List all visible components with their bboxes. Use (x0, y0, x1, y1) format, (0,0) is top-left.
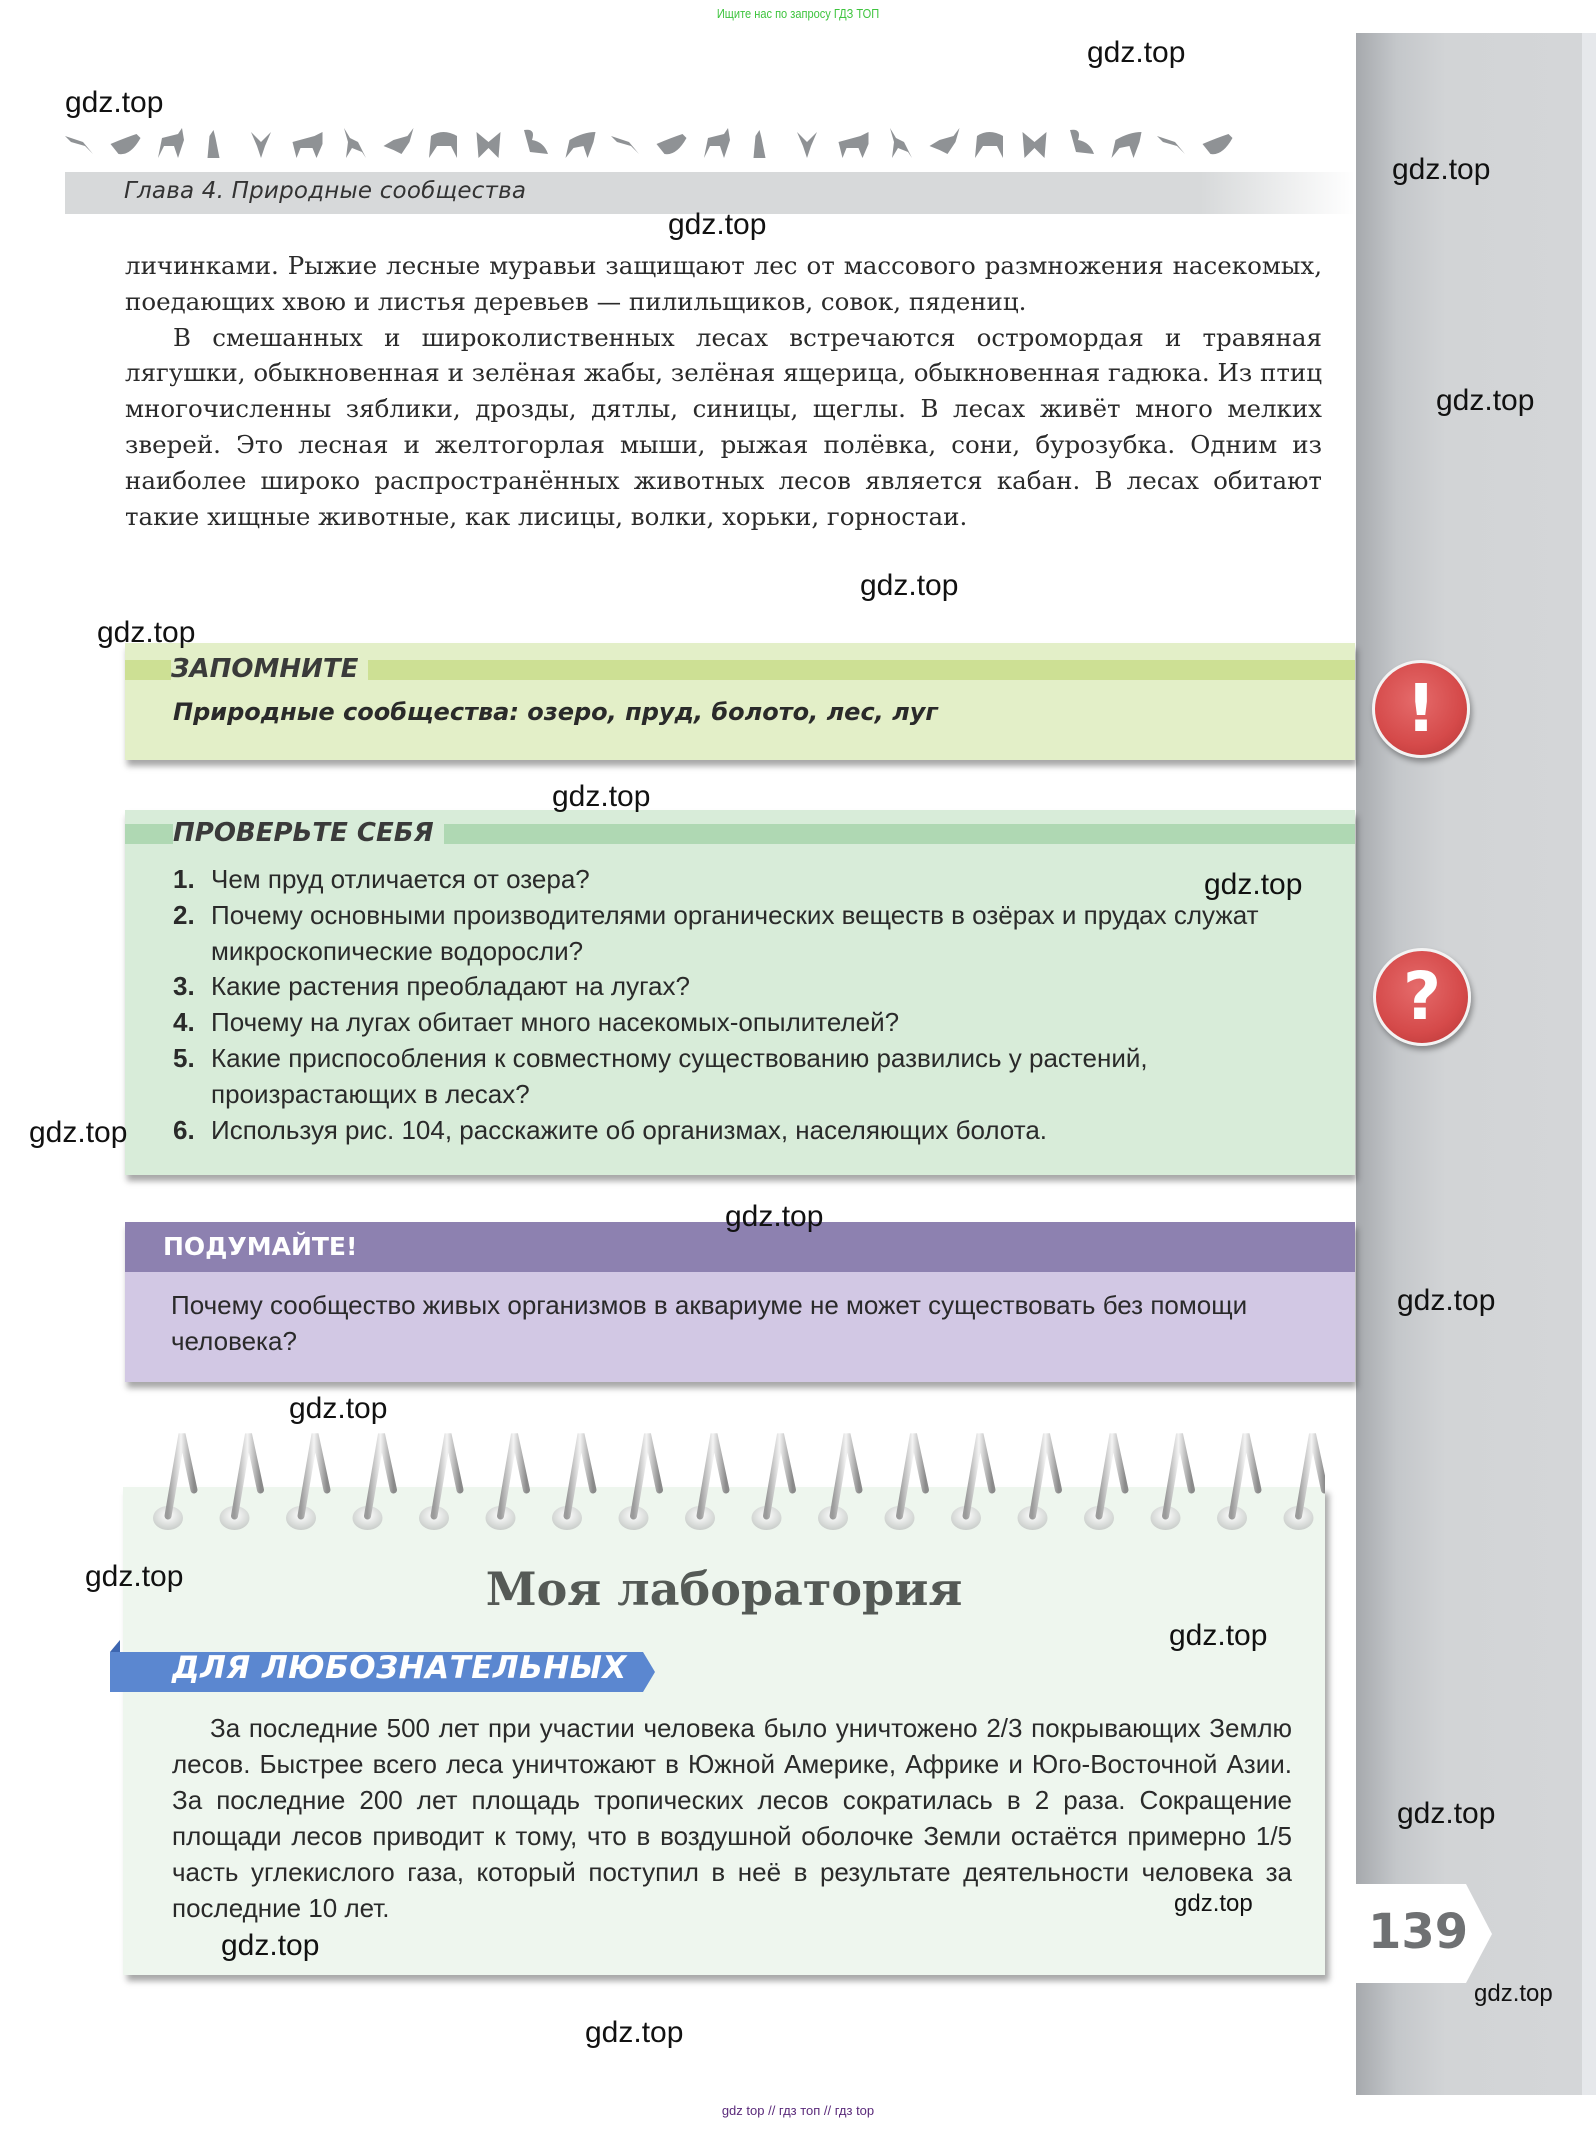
watermark: gdz.top (97, 616, 196, 649)
watermark: gdz.top (29, 1116, 128, 1149)
check-yourself-title: ПРОВЕРЬТЕ СЕБЯ (173, 818, 444, 848)
watermark: gdz.top (1087, 36, 1186, 69)
watermark: gdz.top (289, 1392, 388, 1425)
question-item (173, 1041, 1323, 1113)
watermark: gdz.top (552, 780, 651, 813)
think-text: Почему сообщество живых организмов в аквариуме не может существовать без помощи человека? (171, 1290, 1248, 1356)
question-item (173, 1113, 1323, 1149)
watermark: gdz.top (725, 1200, 824, 1233)
check-yourself-box (125, 810, 1355, 1175)
question-item (173, 862, 1323, 898)
page-number: 139 (1368, 1904, 1469, 1960)
lab-paragraph: За последние 500 лет при участии человека было уничтожено 2/3 покрывающих Землю лесов. Быстрее всего леса уничтожают в Южной Америке, Африке и Юго-Восточной Азии. За последние 200 лет площадь тропических лесов сократилась в 2 раза. Сокращение площади лесов приводит к тому, что в воздушной оболочке Земли остаётся примерно 1/5 часть углекислого газа, который поступил в неё в результате деятельности человека за последние 10 лет. (172, 1713, 1292, 1923)
question-number: 1. (173, 864, 195, 894)
watermark: gdz.top (860, 569, 959, 602)
question-item (173, 1005, 1323, 1041)
question-text: Какие растения преобладают на лугах? (211, 971, 690, 1002)
animal-silhouettes-strip (65, 126, 1255, 160)
remember-box (125, 643, 1355, 760)
footer-links: gdz top // гдз топ // гдз top (721, 2103, 875, 2118)
ribbon-title: ДЛЯ ЛЮБОЗНАТЕЛЬНЫХ (172, 1650, 627, 1686)
watermark: gdz.top (585, 2016, 684, 2049)
watermark: gdz.top (1474, 1980, 1553, 2007)
spiral-binding-icon (150, 1430, 1325, 1540)
watermark: gdz.top (1397, 1284, 1496, 1317)
question-text: Почему основными производителями органических веществ в озёрах и прудах служат микроскопические водоросли? (211, 899, 1259, 966)
remember-text: Природные сообщества: озеро, пруд, болото, лес, луг (173, 698, 938, 726)
watermark: gdz.top (1392, 153, 1491, 186)
body-paragraph: личинками. Рыжие лесные муравьи защищают лес от массового размножения насекомых, поедающих хвою и листья деревьев — пилильщиков, совок, пядениц. (125, 251, 1322, 316)
question-number: 6. (173, 1114, 195, 1145)
think-box (125, 1222, 1355, 1382)
page-edge (1582, 33, 1596, 2095)
top-search-note: Ищите нас по запросу ГДЗ ТОП (716, 6, 880, 21)
watermark: gdz.top (221, 1929, 320, 1962)
question-item (173, 898, 1323, 970)
lab-title: Моя лаборатория (485, 1562, 963, 1616)
body-text (125, 248, 1322, 534)
watermark: gdz.top (1436, 384, 1535, 417)
question-text: Какие приспособления к совместному существованию развились у растений, произрастающих в лесах? (211, 1042, 1148, 1109)
question-text: Почему на лугах обитает много насекомых-опылителей? (211, 1007, 900, 1038)
lab-text (172, 1710, 1292, 1926)
think-title: ПОДУМАЙТЕ! (163, 1232, 358, 1261)
watermark: gdz.top (1204, 868, 1303, 901)
watermark: gdz.top (1174, 1890, 1253, 1917)
question-item (173, 969, 1323, 1005)
watermark: gdz.top (668, 208, 767, 241)
question-text: Чем пруд отличается от озера? (211, 864, 590, 894)
chapter-title: Глава 4. Природные сообщества (124, 178, 527, 204)
question-number: 3. (173, 971, 195, 1002)
remember-title: ЗАПОМНИТЕ (171, 654, 368, 684)
question-number: 4. (173, 1007, 195, 1038)
question-icon: ? (1373, 948, 1471, 1046)
question-list (173, 862, 1323, 1148)
watermark: gdz.top (65, 86, 164, 119)
body-paragraph: В смешанных и широколиственных лесах встречаются остромордая и травяная лягушки, обыкновенная и зелёная жабы, зелёная ящерица, обыкновенная гадюка. Из птиц многочисленны зяблики, дрозды, дятлы, синицы, щеглы. В лесах живёт много мелких зверей. Это лесная и желтогорлая мыши, рыжая полёвка, сони, бурозубка. Одним из наиболее широко распространённых животных лесов является кабан. В лесах обитают такие хищные животные, как лисицы, волки, хорьки, горностаи. (125, 322, 1322, 531)
question-text: Используя рис. 104, расскажите об организмах, населяющих болота. (211, 1114, 1047, 1145)
watermark: gdz.top (1169, 1619, 1268, 1652)
page-margin-sidebar (1356, 33, 1582, 2095)
question-number: 5. (173, 1042, 195, 1073)
watermark: gdz.top (1397, 1797, 1496, 1830)
exclamation-icon: ! (1372, 660, 1470, 758)
watermark: gdz.top (85, 1560, 184, 1593)
question-number: 2. (173, 899, 195, 930)
